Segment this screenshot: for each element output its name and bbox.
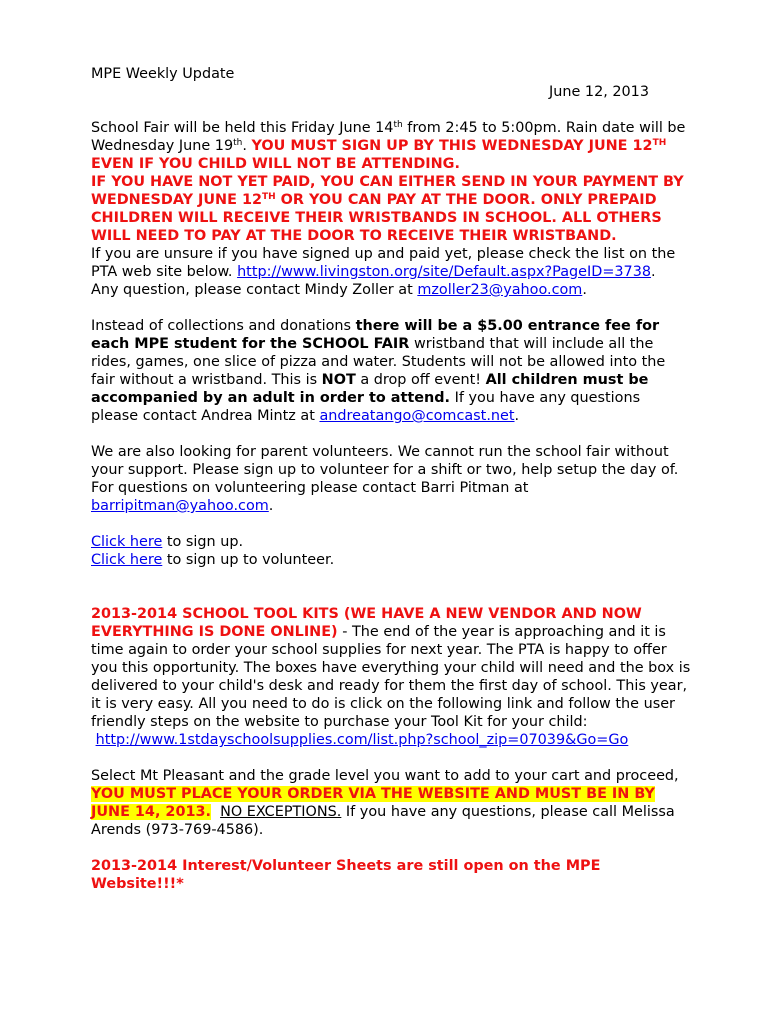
adult-required-notice: All children must be accompanied by an adult in order to attend.	[91, 372, 649, 406]
school-supplies-link[interactable]: http://www.1stdayschoolsupplies.com/list.php?school_zip=07039&Go=Go	[95, 732, 629, 748]
fair-intro: School Fair will be held this Friday June 14	[91, 120, 394, 136]
barri-email-link[interactable]: barripitman@yahoo.com	[91, 498, 269, 514]
order-paragraph: Select Mt Pleasant and the grade level you want to add to your cart and proceed, YOU MUST PLACE YOUR ORDER VIA THE WEBSITE AND MUST BE IN BY JUNE 14, 2013. NO EXCEPTIONS. If you have any questions, please call Melissa Arends (973-769-4586).	[91, 768, 679, 838]
no-exceptions-text: NO EXCEPTIONS.	[220, 804, 342, 820]
spacer	[91, 749, 691, 767]
document-title: MPE Weekly Update	[91, 66, 235, 82]
signup-deadline-notice: YOU MUST SIGN UP BY THIS WEDNESDAY JUNE 12	[251, 138, 653, 154]
spacer	[91, 569, 691, 605]
toolkits-paragraph: 2013-2014 SCHOOL TOOL KITS (WE HAVE A NEW VENDOR AND NOW EVERYTHING IS DONE ONLINE) - The end of the year is approaching and it is time again to order your school supplies for next year. The PTA is happy to offer you this opportunity. The boxes have everything your child will need and the box is delivered to your child's desk and ready for them the first day of school. This year, it is very easy. All you need to do is click on the following link and follow the user friendly steps on the website to purchase your Tool Kit for your child: http://www.1stdayschoolsupplies.com/list.php?school_zip=07039&Go=Go	[91, 606, 691, 748]
spacer	[91, 425, 691, 443]
interest-sheets-heading: 2013-2014 Interest/Volunteer Sheets are still open on the MPE Website!!!*	[91, 858, 601, 892]
volunteers-paragraph: We are also looking for parent volunteers. We cannot run the school fair without your support. Please sign up to volunteer for a shift or two, help setup the day of. For questions on volunteering please contact Barri Pitman at barripitman@yahoo.com.	[91, 444, 679, 514]
spacer	[91, 839, 691, 857]
fee-paragraph: Instead of collections and donations there will be a $5.00 entrance fee for each MPE student for the SCHOOL FAIR wristband that will include all the rides, games, one slice of pizza and water. Students will not be allowed into the fair without a wristband. This is NOT a drop off event! All children must be accompanied by an adult in order to attend. If you have any questions please contact Andrea Mintz at andreatango@comcast.net.	[91, 318, 666, 424]
payment-notice: IF YOU HAVE NOT YET PAID, YOU CAN EITHER SEND IN YOUR PAYMENT BY WEDNESDAY JUNE 12	[91, 174, 684, 208]
andrea-email-link[interactable]: andreatango@comcast.net	[319, 408, 515, 424]
volunteer-signup-link[interactable]: Click here	[91, 552, 163, 568]
fair-paragraph: School Fair will be held this Friday June 14th from 2:45 to 5:00pm. Rain date will be Wednesday June 19th. YOU MUST SIGN UP BY THIS WEDNESDAY JUNE 12TH EVEN IF YOU CHILD WILL NOT BE ATTENDING. IF YOU HAVE NOT YET PAID, YOU CAN EITHER SEND IN YOUR PAYMENT BY WEDNESDAY JUNE 12TH OR YOU CAN PAY AT THE DOOR. ONLY PREPAID CHILDREN WILL RECEIVE THEIR WRISTBANDS IN SCHOOL. ALL OTHERS WILL NEED TO PAY AT THE DOOR TO RECEIVE THEIR WRISTBAND. If you are unsure if you have signed up and paid yet, please check the list on the PTA web site below. http://www.livingston.org/site/Default.aspx?PageID=3738. Any question, please contact Mindy Zoller at mzoller23@yahoo.com.	[91, 120, 686, 298]
signup-links: Click here to sign up. Click here to sign up to volunteer.	[91, 534, 335, 568]
toolkits-heading: 2013-2014 SCHOOL TOOL KITS (WE HAVE A NEW VENDOR AND NOW EVERYTHING IS DONE ONLINE)	[91, 606, 642, 640]
spacer	[91, 299, 691, 317]
pta-website-link[interactable]: http://www.livingston.org/site/Default.aspx?PageID=3738	[237, 264, 652, 280]
spacer	[91, 101, 691, 119]
document-date: June 12, 2013	[549, 84, 649, 100]
order-deadline-highlight: YOU MUST PLACE YOUR ORDER VIA THE WEBSITE AND MUST BE IN BY JUNE 14, 2013.	[91, 786, 655, 820]
question-text: Any question, please contact Mindy Zoller at	[91, 282, 418, 298]
spacer	[91, 515, 691, 533]
sign-up-link[interactable]: Click here	[91, 534, 163, 550]
entrance-fee-notice: there will be a $5.00 entrance fee for each MPE student for the SCHOOL FAIR	[91, 318, 660, 352]
document-page	[91, 65, 691, 893]
mindy-email-link[interactable]: mzoller23@yahoo.com	[417, 282, 583, 298]
check-list-text: If you are unsure if you have signed up and paid yet, please check the list on the PTA web site below.	[91, 246, 676, 280]
